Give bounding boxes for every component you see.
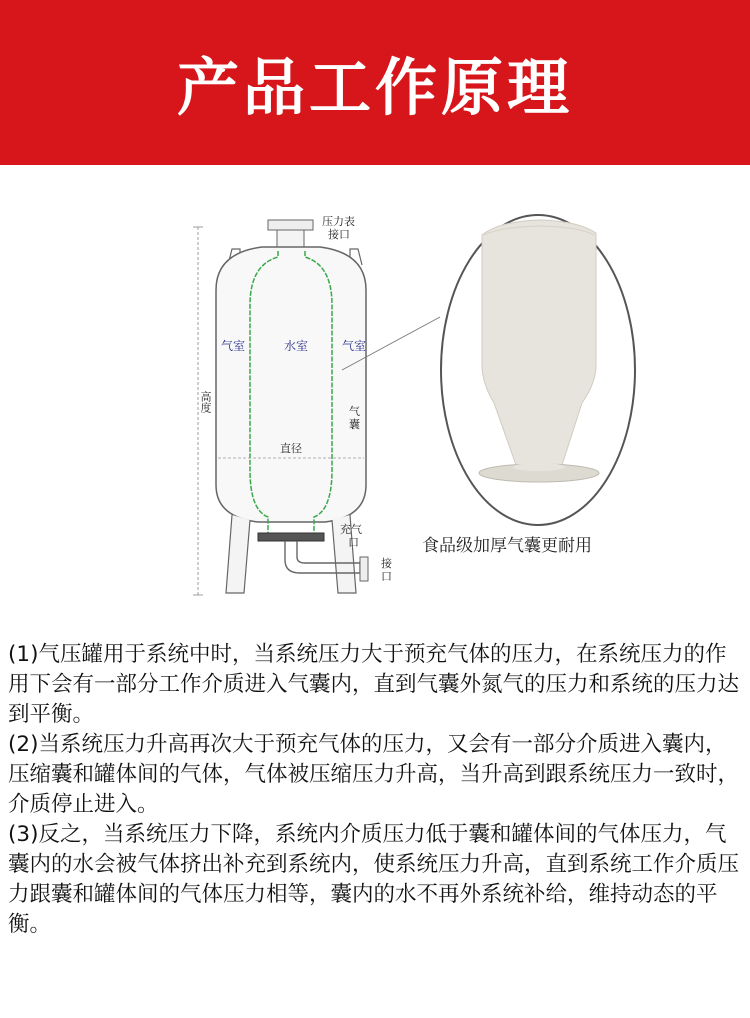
header-banner — [0, 0, 750, 165]
bladder-label: 气 囊 — [349, 405, 360, 431]
diameter-label: 直径 — [280, 442, 302, 455]
figure-area — [0, 165, 750, 620]
tank-diagram — [0, 165, 750, 620]
gauge-port-label: 压力表 接口 — [322, 215, 355, 241]
paragraph-2: (2)当系统压力升高再次大于预充气体的压力，又会有一部分介质进入囊内，压缩囊和罐体间的气体，气体被压缩压力升高，当升高到跟系统压力一致时，介质停止进入。 — [8, 732, 740, 817]
paragraph-1: (1)气压罐用于系统中时，当系统压力大于预充气体的压力，在系统压力的作用下会有一部分工作介质进入气囊内，直到气囊外氮气的压力和系统的压力达到平衡。 — [8, 642, 740, 727]
air-chamber-right-label: 气室 — [342, 339, 367, 353]
air-chamber-left-label: 气室 — [221, 339, 246, 353]
charge-port-label: 充气 口 — [340, 523, 362, 549]
outlet-label: 接 口 — [381, 557, 392, 583]
water-chamber-label: 水室 — [284, 339, 309, 353]
photo-caption: 食品级加厚气囊更耐用 — [422, 536, 592, 556]
height-label: 高度 — [199, 391, 212, 413]
description-text — [8, 640, 746, 940]
paragraph-3: (3)反之，当系统压力下降，系统内介质压力低于囊和罐体间的气体压力，气囊内的水会被气体挤出补充到系统内，使系统压力升高，直到系统工作介质压力跟囊和罐体间的气体压力相等，囊内的水不再外系统补给，维持动态的平衡。 — [8, 822, 740, 937]
page-title: 产品工作原理 — [176, 51, 573, 124]
